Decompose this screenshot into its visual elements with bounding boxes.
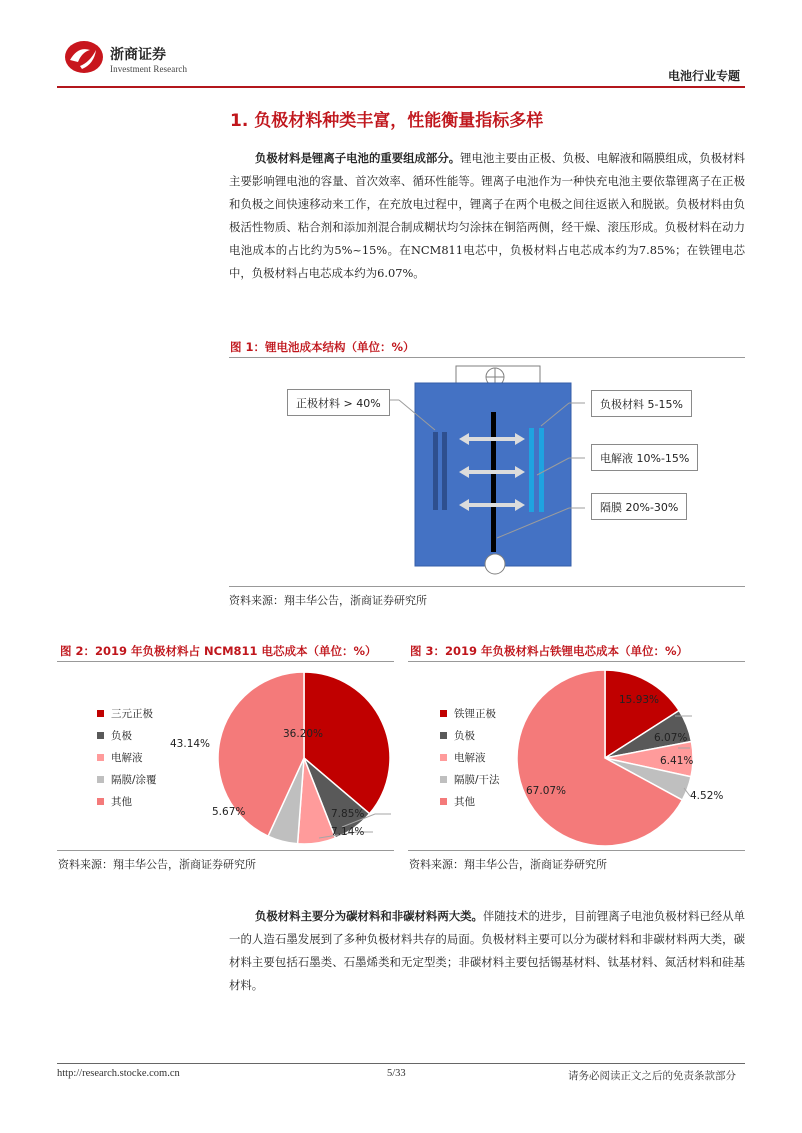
pie-chart-lfp <box>408 664 745 848</box>
slice-label-anode: 7.85% <box>331 808 365 820</box>
footer-url-link[interactable]: http://research.stocke.com.cn <box>57 1068 180 1079</box>
legend-label: 三元正极 <box>111 707 153 720</box>
slice-label-cathode: 36.20% <box>283 728 324 740</box>
figure-1-title: 图 1：锂电池成本结构（单位：%） <box>230 340 415 354</box>
pie-svg-lfp <box>408 664 745 848</box>
legend-label: 隔膜/涂覆 <box>111 773 157 786</box>
figure-3-source: 资料来源：翔丰华公告，浙商证券研究所 <box>409 858 607 871</box>
paragraph-1-body: 锂电池主要由正极、负极、电解液和隔膜组成，负极材料主要影响锂电池的容量、首次效率、循环性能等。锂离子电池作为一种快充电池主要依靠锂离子在正极和负极之间快速移动来工作，在充放电过程中，锂离子在两个电极之间往返嵌入和脱嵌。负极材料由负极活性物质、粘合剂和添加剂混合制成糊状均匀涂抹在铜箔两侧，经干燥、滚压形成。负极材料在动力电池成本的占比约为5%~15%。在NCM811电芯中，负极材料占电芯成本约为7.85%；在铁锂电芯中，负极材料占电芯成本约为6.07%。 <box>229 151 745 280</box>
legend-label: 电解液 <box>111 751 143 764</box>
figure-3-bottom-rule <box>408 850 745 851</box>
report-type: 电池行业专题 <box>668 69 741 83</box>
slice-label-other: 67.07% <box>526 785 567 797</box>
figure-1-top-rule <box>229 357 745 358</box>
legend-label: 其他 <box>454 795 475 808</box>
slice-label-anode: 6.07% <box>654 732 688 744</box>
battery-diagram <box>229 360 745 582</box>
paragraph-2-body: 伴随技术的进步，目前锂离子电池负极材料已经从单一的人造石墨发展到了多种负极材料共存的局面。负极材料主要可以分为碳材料和非碳材料两大类，碳材料主要包括石墨类、石墨烯类和无定型类；非碳材料主要包括锡基材料、钛基材料、氮活材料和硅基材料。 <box>229 909 745 992</box>
figure-2-title: 图 2：2019 年负极材料占 NCM811 电芯成本（单位：%） <box>60 644 377 658</box>
header-rule <box>57 86 745 88</box>
company-name: 浙商证券 <box>110 47 166 63</box>
figure-1-source: 资料来源：翔丰华公告，浙商证券研究所 <box>229 594 427 607</box>
paragraph-2 <box>229 905 745 997</box>
figure-2-bottom-rule <box>57 850 394 851</box>
slice-label-cathode: 15.93% <box>619 694 660 706</box>
footer-rule <box>57 1063 745 1064</box>
slice-label-separator: 5.67% <box>212 806 246 818</box>
pie-chart-ncm811 <box>57 664 394 848</box>
legend-label: 电解液 <box>454 751 486 764</box>
legend-label: 其他 <box>111 795 132 808</box>
paragraph-1 <box>229 147 745 285</box>
company-logo <box>64 40 104 74</box>
callout-anode: 负极材料 5-15% <box>591 390 692 417</box>
legend-label: 隔膜/干法 <box>454 773 500 786</box>
legend-label: 负极 <box>454 729 475 742</box>
section-title: 1. 负极材料种类丰富，性能衡量指标多样 <box>230 111 544 131</box>
footer-disclaimer: 请务必阅读正文之后的免责条款部分 <box>568 1070 736 1082</box>
callout-electrolyte: 电解液 10%-15% <box>591 444 698 471</box>
callout-separator: 隔膜 20%-30% <box>591 493 687 520</box>
figure-1-bottom-rule <box>229 586 745 587</box>
figure-3-title: 图 3：2019 年负极材料占铁锂电芯成本（单位：%） <box>410 644 689 658</box>
slice-label-electrolyte: 6.41% <box>660 755 694 767</box>
slice-label-separator: 4.52% <box>690 790 724 802</box>
slice-label-other: 43.14% <box>170 738 211 750</box>
figure-3-top-rule <box>408 661 745 662</box>
header <box>0 0 802 90</box>
figure-2-source: 资料来源：翔丰华公告，浙商证券研究所 <box>58 858 256 871</box>
callout-cathode: 正极材料 > 40% <box>287 389 390 416</box>
company-name-en: Investment Research <box>110 64 188 74</box>
page-number: 5/33 <box>387 1068 406 1079</box>
figure-2-top-rule <box>57 661 394 662</box>
paragraph-1-lead: 负极材料是锂离子电池的重要组成部分。 <box>255 151 461 165</box>
legend-label: 铁锂正极 <box>454 707 496 720</box>
legend-label: 负极 <box>111 729 132 742</box>
pie-svg-ncm811 <box>57 664 394 848</box>
slice-label-electrolyte: 7.14% <box>331 826 365 838</box>
paragraph-2-lead: 负极材料主要分为碳材料和非碳材料两大类。 <box>255 909 483 923</box>
